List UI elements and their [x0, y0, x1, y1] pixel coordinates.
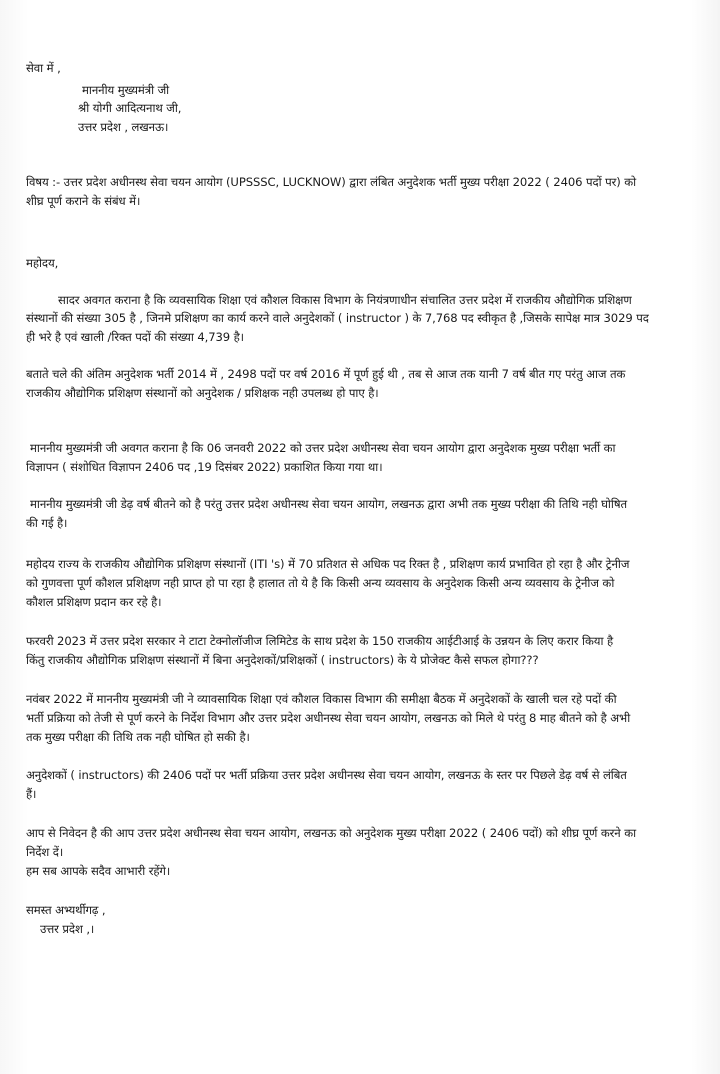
- paragraph-line: कौशल प्रशिक्षण प्रदान कर रहे है।: [26, 595, 162, 609]
- paragraph-line: माननीय मुख्यमंत्री जी डेढ़ वर्ष बीतने को है परंतु उत्तर प्रदेश अधीनस्थ सेवा चयन आयोग, लखनऊ द्वारा अभी तक मुख्य परीक्षा की तिथि नही घोषित: [30, 497, 627, 511]
- paragraph-line: अनुदेशकों ( instructors) की 2406 पदों पर भर्ती प्रक्रिया उत्तर प्रदेश अधीनस्थ सेवा चयन आयोग, लखनऊ के स्तर पर पिछले डेढ़ वर्ष से लंबित: [26, 768, 627, 782]
- paragraph-line: निर्देश दें।: [26, 845, 64, 859]
- paragraph-line: संस्थानों की संख्या 305 है , जिनमे प्रशिक्षण का कार्य करने वाले अनुदेशकों ( instructor ) के 7,768 पद स्वीकृत है ,जिसके सापेक्ष मात्र 3029 पद: [26, 311, 649, 325]
- paragraph-line: महोदय राज्य के राजकीय औद्योगिक प्रशिक्षण संस्थानों (ITI 's) में 70 प्रतिशत से अधिक पद रिक्त है , प्रशिक्षण कार्य प्रभावित हो रहा है और ट्रेनीज: [26, 557, 630, 571]
- paragraph-line: की गई है।: [26, 516, 68, 530]
- paragraph-line: भर्ती प्रक्रिया को तेजी से पूर्ण करने के निर्देश विभाग और उत्तर प्रदेश अधीनस्थ सेवा चयन आयोग, लखनऊ को मिले थे परंतु 8 माह बीतने को है अभी: [26, 711, 631, 725]
- paragraph-line: सादर अवगत कराना है कि व्यवसायिक शिक्षा एवं कौशल विकास विभाग के नियंत्रणाधीन संचालित उत्तर प्रदेश में राजकीय औद्योगिक प्रशिक्षण: [58, 293, 632, 307]
- recipient-line: माननीय मुख्यमंत्री जी: [82, 83, 170, 97]
- paragraph-line: फरवरी 2023 में उत्तर प्रदेश सरकार ने टाटा टेक्नोलॉजीज लिमिटेड के साथ प्रदेश के 150 राजकीय आईटीआई के उन्नयन के लिए करार किया है: [26, 634, 614, 648]
- paragraph-line: किंतु राजकीय औद्योगिक प्रशिक्षण संस्थानों में बिना अनुदेशकों/प्रशिक्षकों ( instructors) के ये प्रोजेक्ट कैसे सफल होगा???: [26, 653, 539, 667]
- paragraph-line: हम सब आपके सदैव आभारी रहेंगे।: [26, 864, 171, 878]
- paragraph-line: आप से निवेदन है की आप उत्तर प्रदेश अधीनस्थ सेवा चयन आयोग, लखनऊ को अनुदेशक मुख्य परीक्षा 2022 ( 2406 पदों) को शीघ्र पूर्ण करने का: [26, 826, 637, 840]
- paragraph-line: हैं।: [26, 787, 37, 801]
- subject-line: विषय :- उत्तर प्रदेश अधीनस्थ सेवा चयन आयोग (UPSSSC, LUCKNOW) द्वारा लंबित अनुदेशक भर्ती मुख्य परीक्षा 2022 ( 2406 पदों पर) को: [26, 175, 637, 189]
- paragraph-line: बताते चले की अंतिम अनुदेशक भर्ती 2014 में , 2498 पदों पर वर्ष 2016 में पूर्ण हुई थी , तब से आज तक यानी 7 वर्ष बीत गए परंतु आज तक: [26, 367, 626, 381]
- paragraph-line: ही भरे है एवं खाली /रिक्त पदों की संख्या 4,739 है।: [26, 330, 244, 344]
- paragraph-line: विज्ञापन ( संशोधित विज्ञापन 2406 पद ,19 दिसंबर 2022) प्रकाशित किया गया था।: [26, 460, 383, 474]
- paragraph-line: तक मुख्य परीक्षा की तिथि तक नही घोषित हो सकी है।: [26, 730, 250, 744]
- paragraph-line: माननीय मुख्यमंत्री जी अवगत कराना है कि 06 जनवरी 2022 को उत्तर प्रदेश अधीनस्थ सेवा चयन आयोग द्वारा अनुदेशक मुख्य परीक्षा भर्ती का: [30, 441, 616, 455]
- greeting: महोदय,: [26, 256, 59, 270]
- salutation-to: सेवा में ,: [26, 61, 61, 75]
- subject-line: शीघ्र पूर्ण कराने के संबंध में।: [26, 194, 141, 208]
- recipient-line: श्री योगी आदित्यनाथ जी,: [78, 101, 182, 115]
- paragraph-line: को गुणवत्ता पूर्ण कौशल प्रशिक्षण नही प्राप्त हो पा रहा है हालात तो ये है कि किसी अन्य व्यवसाय के अनुदेशक किसी अन्य व्यवसाय के ट्रेनीज को: [26, 576, 615, 590]
- signoff-line: उत्तर प्रदेश ,।: [40, 922, 95, 936]
- paragraph-line: नवंबर 2022 में माननीय मुख्यमंत्री जी ने व्यावसायिक शिक्षा एवं कौशल विकास विभाग की समीक्षा बैठक में अनुदेशकों के खाली चल रहे पदों की: [26, 692, 617, 706]
- paragraph-line: राजकीय औद्योगिक प्रशिक्षण संस्थानों को अनुदेशक / प्रशिक्षक नही उपलब्ध हो पाए है।: [26, 386, 379, 400]
- signoff-line: समस्त अभ्यर्थीगढ़ ,: [26, 903, 106, 917]
- recipient-line: उत्तर प्रदेश , लखनऊ।: [78, 120, 169, 134]
